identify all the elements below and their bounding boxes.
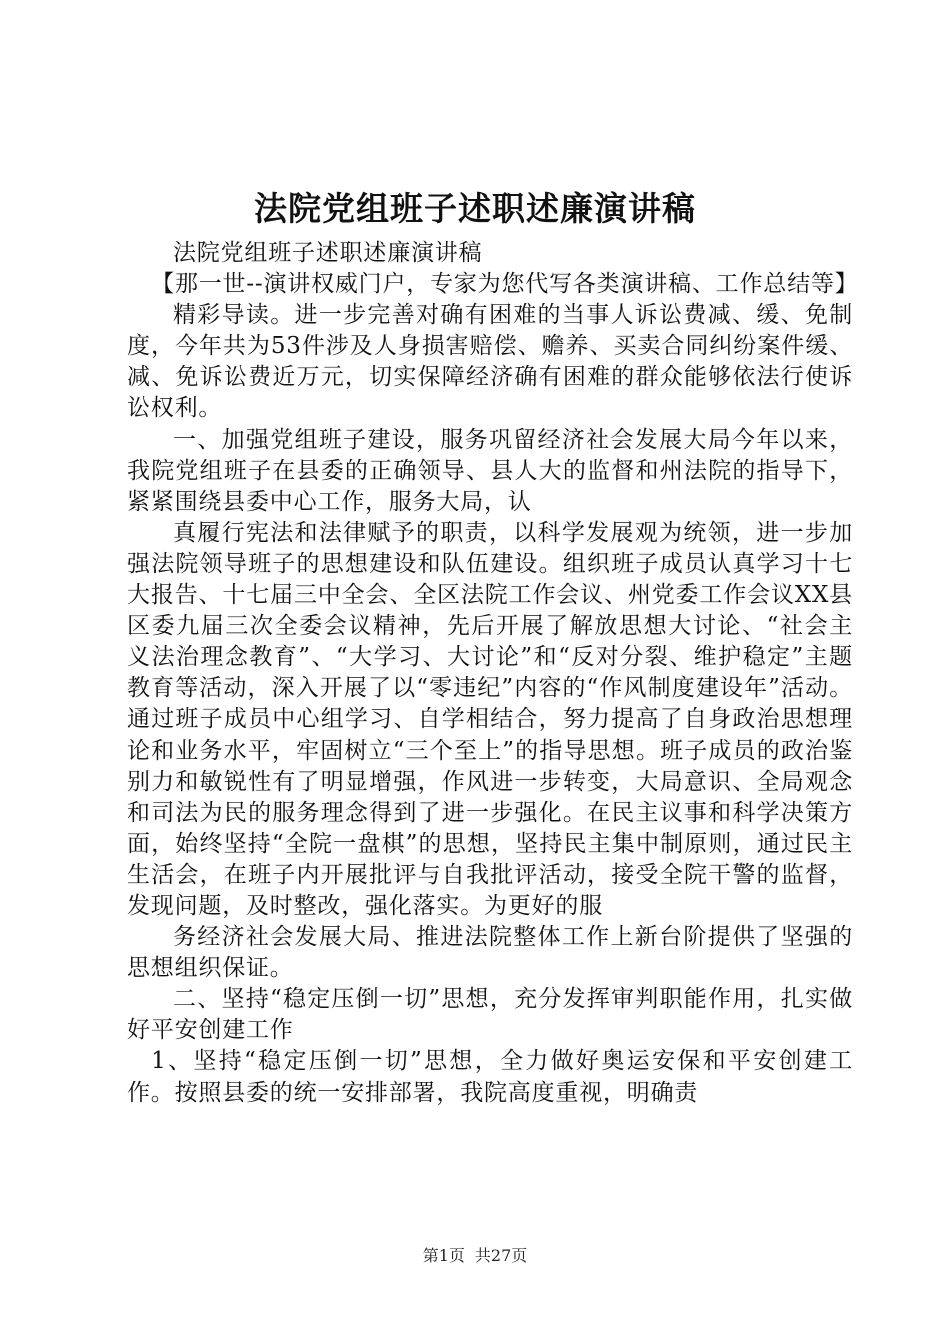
paragraph-section-one: 一、加强党组班子建设，服务巩留经济社会发展大局今年以来，我院党组班子在县委的正确领导、县人大的监督和州法院的指导下，紧紧围绕县委中心工作，服务大局，认	[127, 426, 853, 515]
paragraph-item-one: 1、坚持“稳定压倒一切”思想，全力做好奥运安保和平安创建工作。按照县委的统一安排部署，我院高度重视，明确责	[127, 1048, 853, 1106]
page-number: 第1页	[422, 1246, 465, 1265]
paragraph-section-one-end: 务经济社会发展大局、推进法院整体工作上新台阶提供了坚强的思想组织保证。	[127, 924, 853, 982]
page-total: 共27页	[474, 1246, 528, 1265]
paragraph-section-two: 二、坚持“稳定压倒一切”思想，充分发挥审判职能作用，扎实做好平安创建工作	[127, 986, 853, 1044]
document-body	[127, 238, 859, 1109]
paragraph-intro: 精彩导读。进一步完善对确有困难的当事人诉讼费减、缓、免制度，今年共为53件涉及人身损害赔偿、赡养、买卖合同纠纷案件缓、减、免诉讼费近万元，切实保障经济确有困难的群众能够依法行使诉讼权利。	[127, 302, 853, 422]
document-title: 法院党组班子述职述廉演讲稿	[254, 189, 696, 228]
paragraph-source-note: 【那一世--演讲权威门户，专家为您代写各类演讲稿、工作总结等】	[151, 271, 859, 298]
paragraph-section-one-body: 真履行宪法和法律赋予的职责，以科学发展观为统领，进一步加强法院领导班子的思想建设和队伍建设。组织班子成员认真学习十七大报告、十七届三中全会、全区法院工作会议、州党委工作会议XX县区委九届三次全委会议精神，先后开展了解放思想大讨论、“社会主义法治理念教育”、“大学习、大讨论”和“反对分裂、维护稳定”主题教育等活动，深入开展了以“零违纪”内容的“作风制度建设年”活动。通过班子成员中心组学习、自学相结合，努力提高了自身政治思想理论和业务水平，牢固树立“三个至上”的指导思想。班子成员的政治鉴别力和敏锐性有了明显增强，作风进一步转变，大局意识、全局观念和司法为民的服务理念得到了进一步强化。在民主议事和科学决策方面，始终坚持“全院一盘棋”的思想，坚持民主集中制原则，通过民主生活会，在班子内开展批评与自我批评活动，接受全院干警的监督，发现问题，及时整改，强化落实。为更好的服	[127, 519, 853, 919]
paragraph-subtitle: 法院党组班子述职述廉演讲稿	[173, 240, 483, 266]
page-footer	[0, 1246, 950, 1266]
